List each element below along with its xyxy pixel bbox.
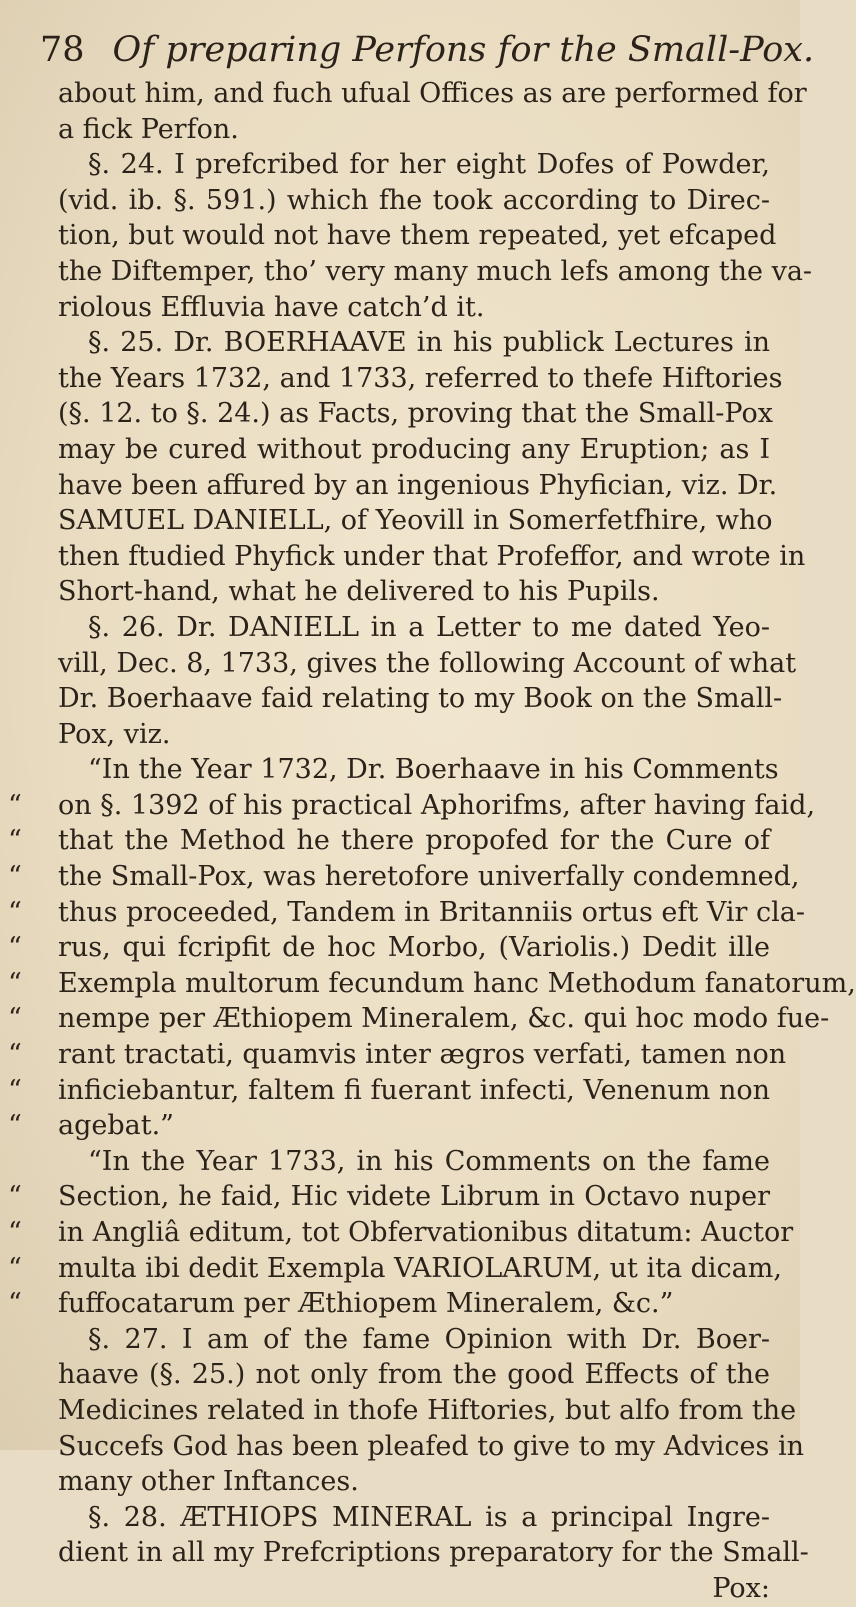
text-line [58, 218, 777, 254]
text-line [58, 361, 783, 397]
text-line [8, 788, 816, 824]
quote-mark: “ [8, 1039, 22, 1071]
page-number: 78 [40, 30, 85, 70]
quote-mark: “ [8, 1110, 22, 1142]
line-text: thus proceeded, Tandem in Britanniis ortus eft Vir cla- [58, 896, 805, 928]
quote-mark: “ [8, 1074, 22, 1106]
text-line [58, 1535, 809, 1571]
line-text: inficiebantur, faltem fi fuerant infecti, Venenum non [58, 1074, 770, 1106]
text-line [8, 1001, 830, 1037]
text-line [58, 432, 770, 468]
text-line [58, 112, 770, 148]
text-line [8, 859, 800, 895]
text-line [58, 610, 770, 646]
line-text: tion, but would not have them repeated, yet efcaped [58, 220, 777, 252]
text-line [58, 147, 770, 183]
text-line [58, 503, 773, 539]
text-line [58, 76, 807, 112]
text-line [8, 1108, 770, 1144]
text-line [58, 717, 770, 753]
page-header [40, 28, 815, 72]
line-text: Exempla multorum fecundum hanc Methodum fanatorum, [58, 967, 856, 999]
line-text: vill, Dec. 8, 1733, gives the following Account of what [58, 647, 797, 679]
quote-mark: “ [8, 1003, 22, 1035]
line-text: a fick Perfon. [58, 113, 239, 145]
line-text: many other Inftances. [58, 1466, 359, 1498]
line-text: then ftudied Phyfick under that Profeffor, and wrote in [58, 540, 806, 572]
line-text: haave (§. 25.) not only from the good Effects of the [58, 1359, 770, 1391]
text-line [58, 1571, 770, 1607]
line-text: about him, and fuch ufual Offices as are performed for [58, 78, 807, 109]
line-text: that the Method he there propofed for the Cure of [58, 825, 770, 857]
line-text: multa ibi dedit Exempla VARIOLARUM, ut ita dicam, [58, 1252, 782, 1284]
line-text: rant tractati, quamvis inter ægros verfati, tamen non [58, 1039, 787, 1071]
line-text: SAMUEL DANIELL, of Yeovill in Somerfetfhire, who [58, 505, 773, 537]
text-line [58, 468, 778, 504]
line-text: on §. 1392 of his practical Aphorifms, after having faid, [58, 789, 816, 821]
text-line [58, 1322, 770, 1358]
line-text: §. 26. Dr. DANIELL in a Letter to me dated Yeo- [88, 611, 770, 643]
text-line [8, 1215, 794, 1251]
text-line [8, 895, 805, 931]
line-text: agebat.” [58, 1110, 174, 1142]
line-text: §. 25. Dr. BOERHAAVE in his publick Lectures in [88, 327, 770, 359]
line-text: the Diftemper, tho’ very many much lefs among the va- [58, 255, 813, 287]
text-line [58, 1429, 804, 1465]
line-text: have been affured by an ingenious Phyfician, viz. Dr. [58, 469, 778, 501]
line-text: the Small-Pox, was heretofore univerfally condemned, [58, 861, 800, 893]
line-text: “In the Year 1733, in his Comments on the fame [88, 1145, 770, 1177]
line-text: fuffocatarum per Æthiopem Mineralem, &c.” [58, 1288, 674, 1320]
quote-mark: “ [8, 789, 22, 821]
line-text: “In the Year 1732, Dr. Boerhaave in his Comments [88, 754, 779, 786]
page-body [8, 76, 856, 1607]
text-line [58, 1357, 770, 1393]
line-text: the Years 1732, and 1733, referred to thefe Hiftories [58, 362, 783, 394]
line-text: Medicines related in thofe Hiftories, but alfo from the [58, 1394, 797, 1426]
line-text: Pox, viz. [58, 718, 171, 750]
quote-mark: “ [8, 825, 22, 857]
text-line [8, 1037, 787, 1073]
text-line [58, 752, 779, 788]
quote-mark: “ [8, 932, 22, 964]
quote-mark: “ [8, 1217, 22, 1248]
quote-mark: “ [8, 861, 22, 893]
text-line [58, 539, 806, 575]
line-text: Dr. Boerhaave faid relating to my Book on the Small- [58, 683, 783, 715]
text-line [58, 254, 813, 290]
running-title: Of preparing Perfons for the Small-Pox. [112, 30, 815, 70]
line-text: Succefs God has been pleafed to give to my Advices in [58, 1430, 804, 1462]
text-line [8, 823, 770, 859]
text-line [58, 396, 773, 432]
line-text: dient in all my Prefcriptions preparatory for the Small- [58, 1537, 809, 1569]
line-text: Pox: [712, 1572, 770, 1604]
text-line [8, 966, 856, 1002]
text-line [58, 183, 770, 219]
line-text: riolous Effluvia have catch’d it. [58, 291, 485, 323]
line-text: (§. 12. to §. 24.) as Facts, proving that the Small-Pox [58, 398, 773, 430]
line-text: rus, qui fcripfit de hoc Morbo, (Variolis.) Dedit ille [58, 932, 770, 964]
quote-mark: “ [8, 896, 22, 928]
line-text: nempe per Æthiopem Mineralem, &c. qui hoc modo fue- [58, 1003, 830, 1035]
line-text: in Angliâ editum, tot Obfervationibus ditatum: Auctor [58, 1217, 794, 1248]
line-text: may be cured without producing any Eruption; as I [58, 433, 770, 465]
line-text: Short-hand, what he delivered to his Pupils. [58, 576, 660, 608]
line-text: §. 27. I am of the fame Opinion with Dr. Boer- [88, 1323, 770, 1355]
line-text: Section, he faid, Hic videte Librum in Octavo nuper [58, 1181, 770, 1213]
quote-mark: “ [8, 1181, 22, 1213]
quote-mark: “ [8, 1252, 22, 1284]
text-line [8, 1286, 770, 1322]
text-line [8, 1073, 770, 1109]
text-line [58, 681, 783, 717]
text-line [58, 1464, 770, 1500]
text-line [58, 1144, 770, 1180]
quote-mark: “ [8, 1288, 22, 1320]
line-text: (vid. ib. §. 591.) which fhe took according to Direc- [58, 184, 770, 216]
text-line [58, 1393, 797, 1429]
text-line [8, 930, 770, 966]
quote-mark: “ [8, 967, 22, 999]
text-line [58, 574, 770, 610]
line-text: §. 28. ÆTHIOPS MINERAL is a principal Ingre- [88, 1501, 770, 1533]
text-line [58, 325, 770, 361]
text-line [8, 1179, 770, 1215]
text-line [58, 1500, 770, 1536]
text-line [58, 290, 770, 326]
line-text: §. 24. I prefcribed for her eight Dofes of Powder, [88, 149, 770, 181]
text-line [58, 646, 797, 682]
text-line [8, 1251, 782, 1287]
